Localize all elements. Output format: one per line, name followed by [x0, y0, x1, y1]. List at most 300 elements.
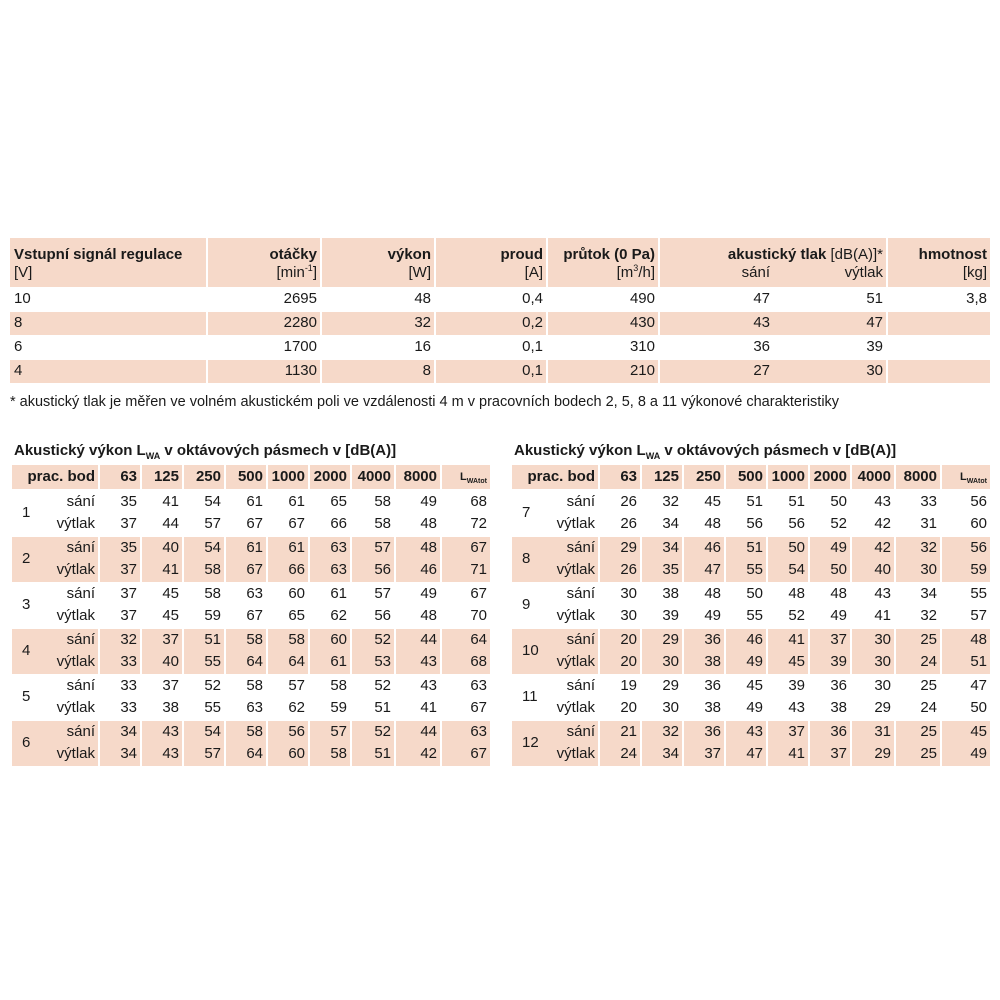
value-cell [184, 629, 224, 674]
bod-cell [512, 583, 598, 628]
value-sani: 68 [470, 493, 487, 510]
value-vytlak: 30 [662, 653, 679, 670]
value-sani: 63 [246, 585, 263, 602]
value-sani: 49 [420, 493, 437, 510]
value-vytlak: 62 [288, 699, 305, 716]
value-vytlak: 71 [470, 561, 487, 578]
cell-vykon [322, 288, 434, 311]
value-signal: 8 [14, 314, 23, 331]
value-sani: 52 [374, 677, 391, 694]
header-prutok [548, 238, 658, 287]
measurement-group [12, 629, 490, 674]
value-sani: 48 [704, 585, 721, 602]
value-sani: 45 [162, 585, 179, 602]
value-cell [142, 583, 182, 628]
value-otacky: 2280 [283, 314, 317, 331]
header-hmotnost-title: hmotnost [918, 246, 987, 263]
value-vytlak: 42 [874, 515, 891, 532]
value-vytlak: 58 [330, 745, 347, 762]
header-freq: 500 [726, 465, 766, 489]
value-cell [642, 491, 682, 536]
value-cell [768, 583, 808, 628]
label-sani: sání [566, 723, 595, 740]
value-sani: 36 [704, 723, 721, 740]
value-cell [442, 537, 490, 582]
cell-hmotnost [888, 288, 990, 311]
value-vykon: 16 [414, 338, 431, 355]
header-freq: 1000 [768, 465, 808, 489]
cell-proud [436, 360, 546, 383]
value-cell [942, 629, 990, 674]
bod-number: 2 [22, 550, 31, 567]
cell-vytlak [660, 288, 886, 311]
header-prutok-title: průtok (0 Pa) [563, 246, 655, 263]
value-proud: 0,1 [522, 338, 543, 355]
value-sani: 57 [374, 585, 391, 602]
performance-table-header [10, 238, 990, 287]
value-cell [768, 675, 808, 720]
value-vytlak: 67 [470, 745, 487, 762]
value-cell [268, 583, 308, 628]
value-vytlak: 24 [620, 745, 637, 762]
value-cell [396, 675, 440, 720]
value-cell [396, 583, 440, 628]
value-otacky: 1700 [283, 338, 317, 355]
value-vytlak: 44 [162, 515, 179, 532]
value-vytlak: 60 [970, 515, 987, 532]
value-cell [268, 721, 308, 766]
value-cell [396, 629, 440, 674]
value-sani: 43 [753, 314, 770, 331]
value-sani: 41 [162, 493, 179, 510]
value-vytlak: 40 [874, 561, 891, 578]
value-vytlak: 66 [288, 561, 305, 578]
label-vytlak: výtlak [56, 607, 95, 624]
value-sani: 27 [753, 362, 770, 379]
value-vykon: 48 [414, 290, 431, 307]
value-sani: 29 [620, 539, 637, 556]
value-vytlak: 67 [246, 607, 263, 624]
value-cell [642, 721, 682, 766]
value-vytlak: 55 [204, 653, 221, 670]
label-sani: sání [66, 585, 95, 602]
value-cell [226, 583, 266, 628]
bod-cell [512, 721, 598, 766]
value-vytlak: 58 [374, 515, 391, 532]
value-cell [100, 583, 140, 628]
value-cell [442, 583, 490, 628]
header-signal-unit: [V] [14, 264, 33, 281]
value-vytlak: 56 [374, 561, 391, 578]
header-tlak-sani: sání [741, 264, 770, 281]
value-cell [810, 537, 850, 582]
value-cell [684, 537, 724, 582]
value-vytlak: 57 [970, 607, 987, 624]
value-vytlak: 20 [620, 653, 637, 670]
value-vytlak: 67 [288, 515, 305, 532]
value-sani: 43 [874, 585, 891, 602]
value-vytlak: 59 [204, 607, 221, 624]
measurement-group [512, 675, 990, 720]
value-sani: 60 [330, 631, 347, 648]
value-vytlak: 29 [874, 745, 891, 762]
value-vytlak: 55 [746, 561, 763, 578]
value-vytlak: 41 [420, 699, 437, 716]
value-sani: 42 [874, 539, 891, 556]
value-cell [942, 491, 990, 536]
value-sani: 43 [874, 493, 891, 510]
value-sani: 32 [120, 631, 137, 648]
value-sani: 49 [420, 585, 437, 602]
value-vykon: 32 [414, 314, 431, 331]
value-sani: 40 [162, 539, 179, 556]
value-cell [810, 583, 850, 628]
measurement-group [12, 537, 490, 582]
value-cell [310, 629, 350, 674]
value-vytlak: 67 [246, 561, 263, 578]
value-vytlak: 37 [120, 515, 137, 532]
value-sani: 60 [288, 585, 305, 602]
bod-number: 12 [522, 734, 539, 751]
value-cell [352, 675, 394, 720]
cell-prutok [548, 360, 658, 383]
value-vytlak: 52 [830, 515, 847, 532]
bod-number: 10 [522, 642, 539, 659]
value-vytlak: 47 [704, 561, 721, 578]
value-vytlak: 42 [420, 745, 437, 762]
header-prac-bod: prac. bod [12, 465, 98, 489]
value-sani: 55 [970, 585, 987, 602]
value-cell [810, 675, 850, 720]
value-cell [726, 629, 766, 674]
value-cell [726, 675, 766, 720]
header-proud-unit: [A] [524, 264, 543, 281]
value-vytlak: 38 [704, 653, 721, 670]
header-hmotnost-unit: [kg] [962, 264, 987, 281]
value-prutok: 430 [629, 314, 655, 331]
measurement-group [512, 583, 990, 628]
value-sani: 67 [470, 585, 487, 602]
cell-signal [10, 288, 206, 311]
value-sani: 52 [204, 677, 221, 694]
value-vytlak: 67 [470, 699, 487, 716]
header-freq: 250 [684, 465, 724, 489]
value-cell [942, 537, 990, 582]
value-cell [810, 721, 850, 766]
value-cell [352, 629, 394, 674]
value-cell [142, 537, 182, 582]
value-sani: 54 [204, 493, 221, 510]
value-cell [600, 629, 640, 674]
value-cell [942, 721, 990, 766]
value-cell [184, 721, 224, 766]
value-sani: 58 [246, 723, 263, 740]
label-vytlak: výtlak [556, 745, 595, 762]
value-sani: 35 [120, 539, 137, 556]
value-sani: 35 [120, 493, 137, 510]
label-vytlak: výtlak [556, 653, 595, 670]
value-sani: 34 [120, 723, 137, 740]
value-vytlak: 50 [970, 699, 987, 716]
header-tlak-title: akustický tlak [dB(A)]* [727, 246, 883, 263]
value-sani: 32 [920, 539, 937, 556]
measurement-group [12, 675, 490, 720]
label-sani: sání [566, 677, 595, 694]
measurement-group [512, 629, 990, 674]
value-cell [810, 491, 850, 536]
value-proud: 0,4 [522, 290, 543, 307]
header-otacky [208, 238, 320, 287]
value-sani: 50 [746, 585, 763, 602]
value-vytlak: 40 [162, 653, 179, 670]
value-vytlak: 45 [788, 653, 805, 670]
value-sani: 44 [420, 631, 437, 648]
header-freq: 2000 [310, 465, 350, 489]
value-prutok: 210 [629, 362, 655, 379]
value-vytlak: 26 [620, 515, 637, 532]
value-cell [684, 583, 724, 628]
value-vytlak: 52 [788, 607, 805, 624]
label-vytlak: výtlak [56, 515, 95, 532]
acoustic-title: Akustický výkon $L_{WA}$ v oktávových pásmech v [dB(A)] [514, 442, 897, 461]
value-vytlak: 37 [830, 745, 847, 762]
value-prutok: 490 [629, 290, 655, 307]
value-cell [100, 629, 140, 674]
value-vytlak: 35 [662, 561, 679, 578]
value-vytlak: 34 [662, 515, 679, 532]
performance-table [10, 238, 990, 383]
cell-hmotnost [888, 360, 990, 383]
value-vytlak: 48 [420, 515, 437, 532]
value-signal: 4 [14, 362, 23, 379]
measurement-group [512, 491, 990, 536]
header-freq: 63 [600, 465, 640, 489]
value-sani: 37 [120, 585, 137, 602]
value-vytlak: 53 [374, 653, 391, 670]
value-cell [268, 675, 308, 720]
value-cell [310, 721, 350, 766]
header-signal-title: Vstupní signál regulace [14, 246, 183, 263]
value-cell [100, 537, 140, 582]
value-cell [896, 583, 940, 628]
value-cell [852, 675, 894, 720]
label-sani: sání [66, 539, 95, 556]
value-sani: 36 [704, 631, 721, 648]
header-signal [10, 238, 206, 287]
label-vytlak: výtlak [556, 515, 595, 532]
bod-number: 3 [22, 596, 31, 613]
value-vytlak: 37 [120, 561, 137, 578]
value-cell [142, 629, 182, 674]
label-vytlak: výtlak [556, 699, 595, 716]
header-tlak [660, 238, 886, 287]
value-cell [226, 537, 266, 582]
acoustic-header-row [12, 465, 490, 489]
value-sani: 45 [970, 723, 987, 740]
value-cell [184, 491, 224, 536]
label-sani: sání [66, 631, 95, 648]
value-cell [852, 721, 894, 766]
value-sani: 38 [662, 585, 679, 602]
value-vytlak: 63 [330, 561, 347, 578]
value-sani: 51 [746, 493, 763, 510]
value-sani: 61 [246, 493, 263, 510]
value-cell [852, 491, 894, 536]
header-vykon [322, 238, 434, 287]
cell-vytlak [660, 360, 886, 383]
cell-otacky [208, 288, 320, 311]
value-cell [896, 675, 940, 720]
label-vytlak: výtlak [556, 561, 595, 578]
value-cell [142, 491, 182, 536]
value-cell [352, 537, 394, 582]
value-sani: 48 [788, 585, 805, 602]
value-vytlak: 34 [120, 745, 137, 762]
value-sani: 36 [753, 338, 770, 355]
value-cell [310, 675, 350, 720]
value-vytlak: 56 [788, 515, 805, 532]
value-cell [852, 629, 894, 674]
value-cell [226, 629, 266, 674]
value-cell [852, 537, 894, 582]
value-cell [726, 537, 766, 582]
header-freq: 4000 [352, 465, 394, 489]
value-signal: 6 [14, 338, 23, 355]
label-sani: sání [566, 585, 595, 602]
value-sani: 30 [620, 585, 637, 602]
cell-hmotnost [888, 312, 990, 335]
value-vytlak: 45 [162, 607, 179, 624]
value-cell [684, 675, 724, 720]
value-cell [310, 583, 350, 628]
value-sani: 25 [920, 631, 937, 648]
table-row [10, 360, 990, 383]
value-cell [442, 491, 490, 536]
label-vytlak: výtlak [556, 607, 595, 624]
header-proud-title: proud [500, 246, 543, 263]
value-cell [268, 491, 308, 536]
value-vytlak: 56 [374, 607, 391, 624]
value-sani: 48 [830, 585, 847, 602]
label-vytlak: výtlak [56, 561, 95, 578]
value-cell [226, 721, 266, 766]
value-cell [396, 721, 440, 766]
value-cell [442, 629, 490, 674]
cell-prutok [548, 288, 658, 311]
value-cell [600, 583, 640, 628]
value-vytlak: 33 [120, 653, 137, 670]
header-freq: 4000 [852, 465, 894, 489]
value-cell [352, 491, 394, 536]
value-hmotnost: 3,8 [966, 290, 987, 307]
value-sani: 63 [470, 677, 487, 694]
value-cell [896, 537, 940, 582]
value-sani: 54 [204, 539, 221, 556]
value-sani: 63 [470, 723, 487, 740]
label-sani: sání [566, 539, 595, 556]
value-sani: 43 [162, 723, 179, 740]
value-sani: 37 [162, 677, 179, 694]
measurement-group [12, 721, 490, 766]
label-sani: sání [66, 493, 95, 510]
bod-number: 6 [22, 734, 31, 751]
value-otacky: 2695 [283, 290, 317, 307]
value-sani: 33 [120, 677, 137, 694]
footnote: * akustický tlak je měřen ve volném akustickém poli ve vzdálenosti 4 m v pracovních bodech 2, 5, 8 a 11 výkonové charakteristiky [10, 394, 840, 410]
measurement-group [512, 537, 990, 582]
value-vytlak: 41 [162, 561, 179, 578]
value-vytlak: 38 [704, 699, 721, 716]
value-sani: 34 [662, 539, 679, 556]
cell-otacky [208, 360, 320, 383]
value-sani: 57 [288, 677, 305, 694]
bod-cell [12, 537, 98, 582]
header-otacky-unit: $[\min^{-1}]$ [276, 263, 317, 281]
value-vytlak: 32 [920, 607, 937, 624]
measurement-group [512, 721, 990, 766]
table-row [10, 312, 990, 335]
value-sani: 37 [788, 723, 805, 740]
value-sani: 58 [374, 493, 391, 510]
value-cell [768, 721, 808, 766]
value-cell [352, 721, 394, 766]
table-row [10, 288, 990, 311]
value-cell [942, 675, 990, 720]
value-sani: 58 [246, 631, 263, 648]
value-cell [142, 721, 182, 766]
value-vytlak: 30 [620, 607, 637, 624]
value-vytlak: 55 [204, 699, 221, 716]
value-cell [226, 675, 266, 720]
value-cell [442, 675, 490, 720]
value-vytlak: 50 [830, 561, 847, 578]
value-vytlak: 24 [920, 653, 937, 670]
value-cell [896, 491, 940, 536]
label-sani: sání [566, 493, 595, 510]
value-cell [896, 629, 940, 674]
value-vytlak: 43 [162, 745, 179, 762]
cell-prutok [548, 336, 658, 359]
bod-cell [512, 537, 598, 582]
value-cell [184, 583, 224, 628]
value-vytlak: 25 [920, 745, 937, 762]
value-sani: 44 [420, 723, 437, 740]
value-cell [684, 629, 724, 674]
value-sani: 46 [746, 631, 763, 648]
cell-vykon [322, 360, 434, 383]
value-cell [684, 491, 724, 536]
value-sani: 57 [374, 539, 391, 556]
value-cell [268, 537, 308, 582]
cell-signal [10, 336, 206, 359]
value-sani: 29 [662, 631, 679, 648]
bod-cell [512, 629, 598, 674]
value-sani: 67 [470, 539, 487, 556]
value-cell [600, 537, 640, 582]
value-sani: 58 [246, 677, 263, 694]
value-sani: 46 [704, 539, 721, 556]
acoustic-title: Akustický výkon $L_{WA}$ v oktávových pásmech v [dB(A)] [14, 442, 397, 461]
header-hmotnost [888, 238, 990, 287]
value-vytlak: 57 [204, 745, 221, 762]
value-vytlak: 30 [662, 699, 679, 716]
header-freq: 125 [142, 465, 182, 489]
value-sani: 37 [830, 631, 847, 648]
bod-number: 1 [22, 504, 31, 521]
value-sani: 61 [288, 493, 305, 510]
value-vytlak: 49 [970, 745, 987, 762]
value-sani: 43 [746, 723, 763, 740]
